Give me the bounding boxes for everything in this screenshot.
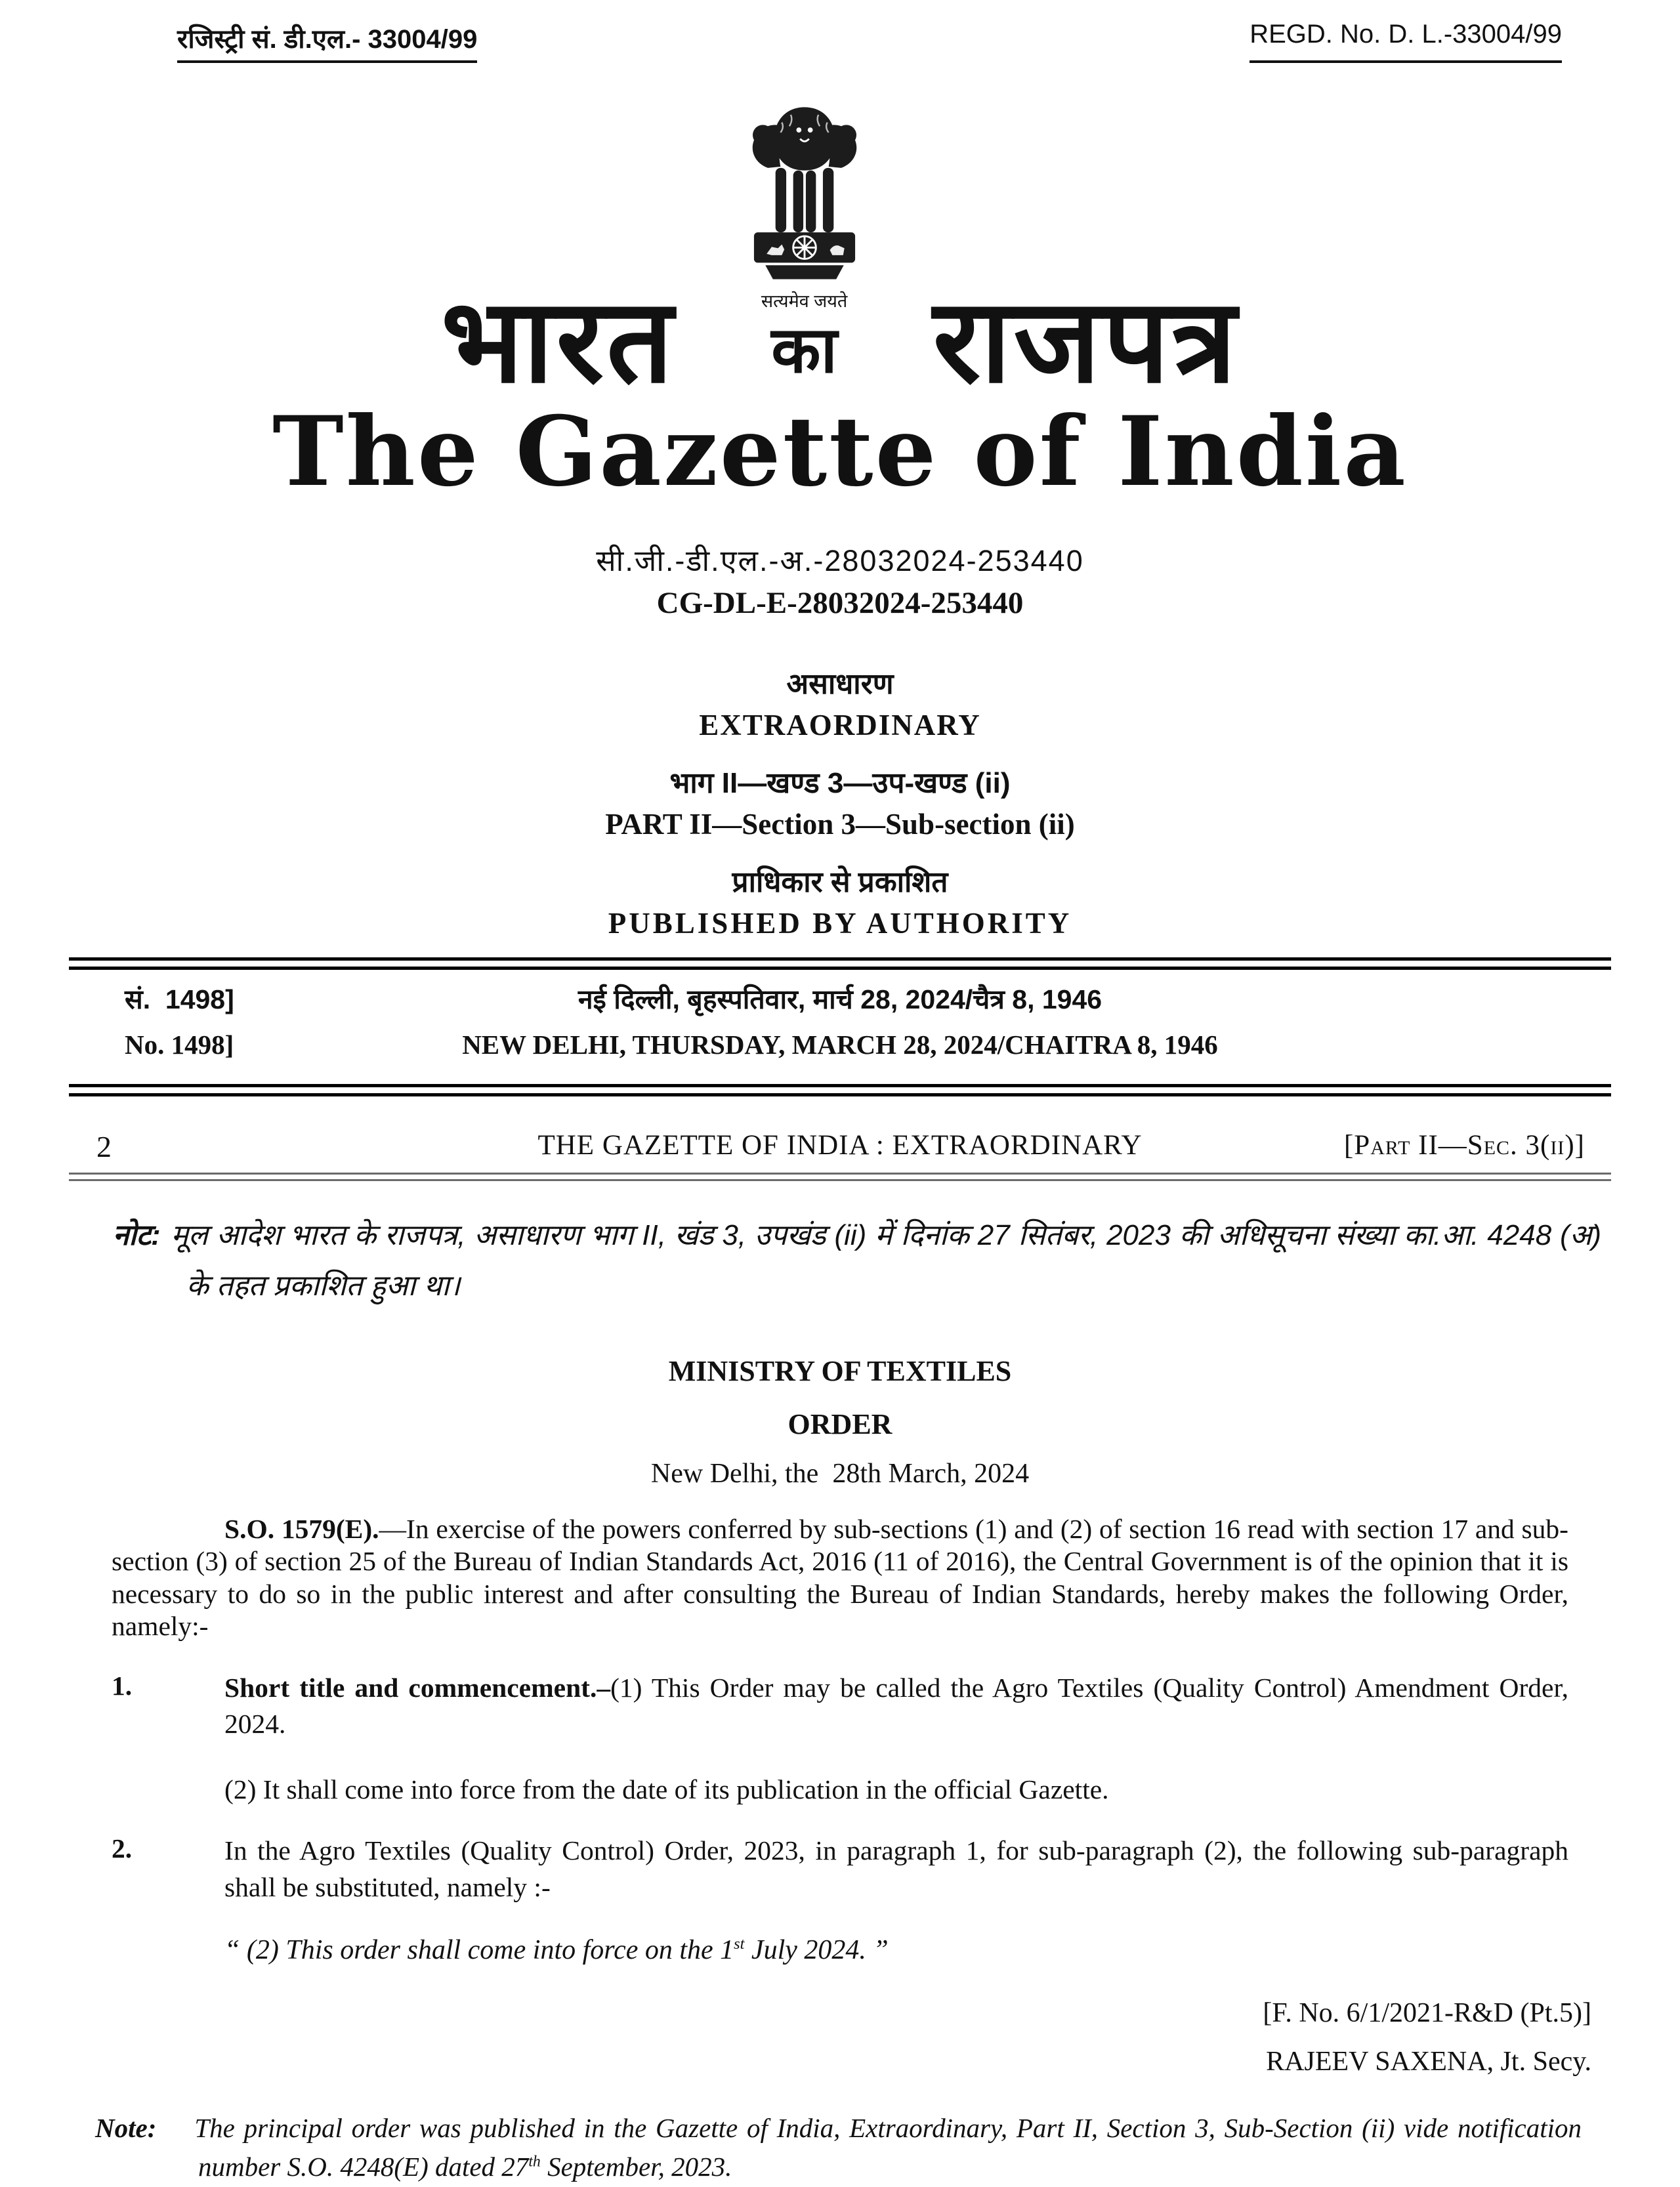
registry-number-english: REGD. No. D. L.-33004/99 [1250, 20, 1562, 63]
masthead-center-column [735, 97, 874, 386]
hindi-note [113, 1210, 1601, 1311]
clause-1-title: Short title and commencement.– [224, 1672, 611, 1703]
so-number: S.O. 1579(E). [224, 1514, 379, 1545]
masthead-word-ka: का [771, 314, 837, 386]
clause-1-text [224, 1670, 1568, 1742]
extraordinary-english: EXTRAORDINARY [699, 709, 981, 742]
running-head [95, 1129, 1585, 1167]
clause-2-text: In the Agro Textiles (Quality Control) Order, 2023, in paragraph 1, for sub-paragraph (2), the following sub-paragraph shall be substituted, namely :- [224, 1835, 1568, 1902]
hindi-note-label: नोट: [113, 1219, 161, 1252]
english-note-text: The principal order was published in the Gazette of India, Extraordinary, Part II, Section 3, Sub-Section (ii) vide notification number S.O. 4248(E) dated 27 [194, 2112, 1582, 2182]
issue-row-english [69, 1018, 1611, 1067]
masthead [0, 97, 1680, 406]
emblem-of-india-icon [735, 97, 874, 287]
registry-number-hindi: रजिस्ट्री सं. डी.एल.- 33004/99 [177, 20, 477, 63]
gazette-page [0, 20, 1680, 2187]
quote-text: “ (2) This order shall come into force on the 1 [224, 1934, 734, 1965]
double-rule-bottom [69, 1084, 1611, 1096]
gazette-english-title: The Gazette of India [272, 396, 1408, 508]
quote-superscript: st [734, 1934, 745, 1953]
english-note-superscript: th [528, 2153, 541, 2171]
extraordinary-hindi: असाधारण [786, 668, 894, 701]
gazette-code-english: CG-DL-E-28032024-253440 [656, 586, 1024, 621]
running-head-rule [69, 1173, 1611, 1181]
dateline: New Delhi, the 28th March, 2024 [650, 1459, 1030, 1489]
clause-1 [112, 1670, 1568, 1742]
masthead-word-bharat: भारत [441, 275, 676, 406]
published-by-authority-hindi: प्राधिकार से प्रकाशित [732, 866, 948, 899]
english-note [95, 2109, 1582, 2187]
issue-number-hindi: सं. 1498] [125, 984, 234, 1015]
issue-date-hindi: नई दिल्ली, बृहस्पतिवार, मार्च 28, 2024/चैत्र 8, 1946 [578, 984, 1102, 1015]
clause-1-body: (1) This Order may be called the Agro Textiles (Quality Control) Amendment Order, 2024. [224, 1672, 1568, 1739]
so-paragraph-text: —In exercise of the powers conferred by sub-sections (1) and (2) of section 16 read with section 17 and sub-section (3) of section 25 of the Bureau of Indian Standards Act, 2016 (11 of 2016), the Central Government is of the opinion that it is necessary to do so in the public interest and after consulting the Bureau of Indian Standards, hereby makes the following Order, namely:- [112, 1514, 1568, 1641]
english-note-text-tail: September, 2023. [540, 2152, 732, 2182]
issue-row-hindi [69, 970, 1611, 1018]
clause-2 [112, 1833, 1568, 1905]
running-head-title: THE GAZETTE OF INDIA : EXTRAORDINARY [537, 1130, 1143, 1161]
clause-2-number: 2. [112, 1833, 133, 1864]
double-rule-top [69, 957, 1611, 970]
signatory: RAJEEV SAXENA, Jt. Secy. [1266, 2046, 1591, 2077]
part-section-hindi: भाग II—खण्ड 3—उप-खण्ड (ii) [669, 767, 1011, 800]
published-by-authority-english: PUBLISHED BY AUTHORITY [608, 907, 1072, 940]
running-head-part-ref: [Part II—Sec. 3(ii)] [1343, 1130, 1585, 1161]
substituted-subparagraph-quote [224, 1934, 1568, 1966]
hindi-note-text: मूल आदेश भारत के राजपत्र, असाधारण भाग II, खंड 3, उपखंड (ii) में दिनांक 27 सितंबर, 2023 की अधिसूचना संख्या का.आ. 4248 (अ) के तहत प्रकाशित हुआ था। [171, 1219, 1601, 1302]
file-number: [F. No. 6/1/2021-R&D (Pt.5)] [1263, 1997, 1591, 2028]
motto-satyameva-jayate: सत्यमेव जयते [761, 291, 848, 311]
ministry-heading: MINISTRY OF TEXTILES [668, 1355, 1012, 1388]
masthead-word-rajpatra: राजपत्र [933, 275, 1239, 406]
quote-text-tail: July 2024. ” [744, 1934, 889, 1965]
clause-1-sub-2: (2) It shall come into force from the date of its publication in the official Gazette. [224, 1774, 1109, 1805]
so-paragraph [112, 1513, 1568, 1642]
clause-1-number: 1. [112, 1670, 133, 1701]
part-section-english: PART II—Section 3—Sub-section (ii) [605, 808, 1075, 841]
issue-date-english: NEW DELHI, THURSDAY, MARCH 28, 2024/CHAITRA 8, 1946 [462, 1030, 1218, 1060]
issue-number-english: No. 1498] [125, 1030, 234, 1060]
registration-row [177, 20, 1562, 63]
page-number: 2 [96, 1130, 112, 1164]
english-note-label: Note: [95, 2112, 157, 2143]
order-heading: ORDER [788, 1408, 892, 1441]
gazette-code-hindi: सी.जी.-डी.एल.-अ.-28032024-253440 [596, 544, 1084, 578]
